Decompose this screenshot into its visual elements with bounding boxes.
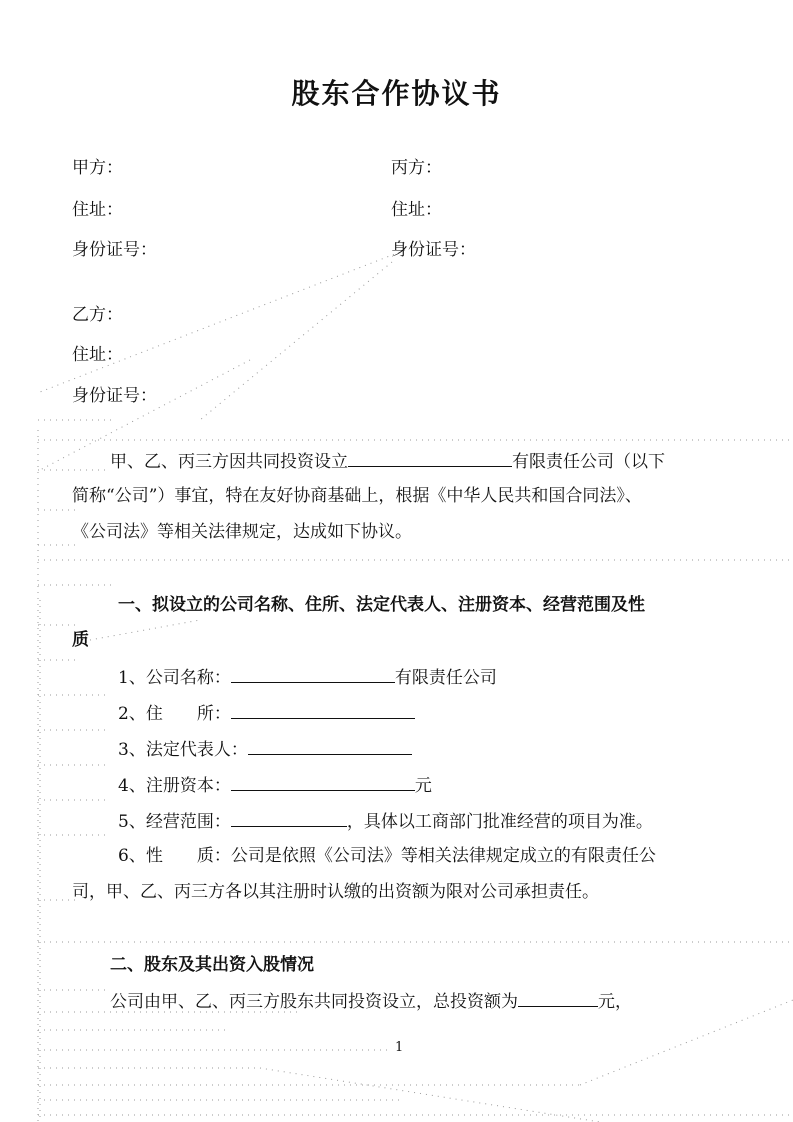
section-1-heading-cont: 质 [72,630,89,650]
item-domicile-blank [231,702,415,719]
item-registered-capital-suffix: 元 [414,776,432,796]
page-number: 1 [395,1040,404,1055]
item-registered-capital [118,774,432,796]
item-nature-line-1: 6、性 质：公司是依照《公司法》等相关法律规定成立的有限责任公 [118,846,656,866]
item-company-name-blank [231,666,395,683]
section-2-line-1-suffix: 元， [598,992,632,1012]
item-domicile [118,702,415,724]
item-company-name-label: 1、公司名称： [118,668,231,688]
party-c-label: 丙方： [391,158,442,178]
document-title: 股东合作协议书 [291,77,502,110]
item-company-name [118,666,497,688]
party-a-label: 甲方： [72,158,123,178]
item-legal-rep-blank [248,738,412,755]
item-business-scope-blank [231,810,347,827]
item-business-scope-label: 5、经营范围： [118,812,231,832]
intro-line-1 [110,450,665,472]
intro-line-1-suffix: 有限责任公司（以下 [512,452,665,472]
party-c-address-label: 住址： [391,200,442,220]
intro-line-2: 简称“公司”）事宜，特在友好协商基础上，根据《中华人民共和国合同法》、 [72,486,642,506]
item-legal-rep-label: 3、法定代表人： [118,740,248,760]
item-business-scope [118,810,653,832]
party-b-address-label: 住址： [72,345,123,365]
item-registered-capital-label: 4、注册资本： [118,776,231,796]
party-a-id-label: 身份证号： [72,240,157,260]
item-nature-line-2: 司，甲、乙、丙三方各以其注册时认缴的出资额为限对公司承担责任。 [72,882,599,902]
party-c-id-label: 身份证号： [391,240,476,260]
section-1-heading: 一、拟设立的公司名称、住所、法定代表人、注册资本、经营范围及性 [118,595,645,615]
intro-line-1-text: 甲、乙、丙三方因共同投资设立 [110,452,348,472]
item-company-name-suffix: 有限责任公司 [394,668,497,688]
section-2-line-1 [110,990,632,1012]
item-registered-capital-blank [231,774,415,791]
section-2-heading: 二、股东及其出资入股情况 [110,955,314,975]
section-2-line-1-text: 公司由甲、乙、丙三方股东共同投资设立，总投资额为 [110,992,518,1012]
item-domicile-label: 2、住 所： [118,704,231,724]
total-investment-blank [518,990,598,1007]
company-name-blank [348,450,512,467]
item-business-scope-suffix: ，具体以工商部门批准经营的项目为准。 [346,812,653,832]
party-b-id-label: 身份证号： [72,386,157,406]
intro-line-3: 《公司法》等相关法律规定，达成如下协议。 [72,522,412,542]
item-legal-rep [118,738,412,760]
party-b-label: 乙方： [72,305,123,325]
party-a-address-label: 住址： [72,200,123,220]
